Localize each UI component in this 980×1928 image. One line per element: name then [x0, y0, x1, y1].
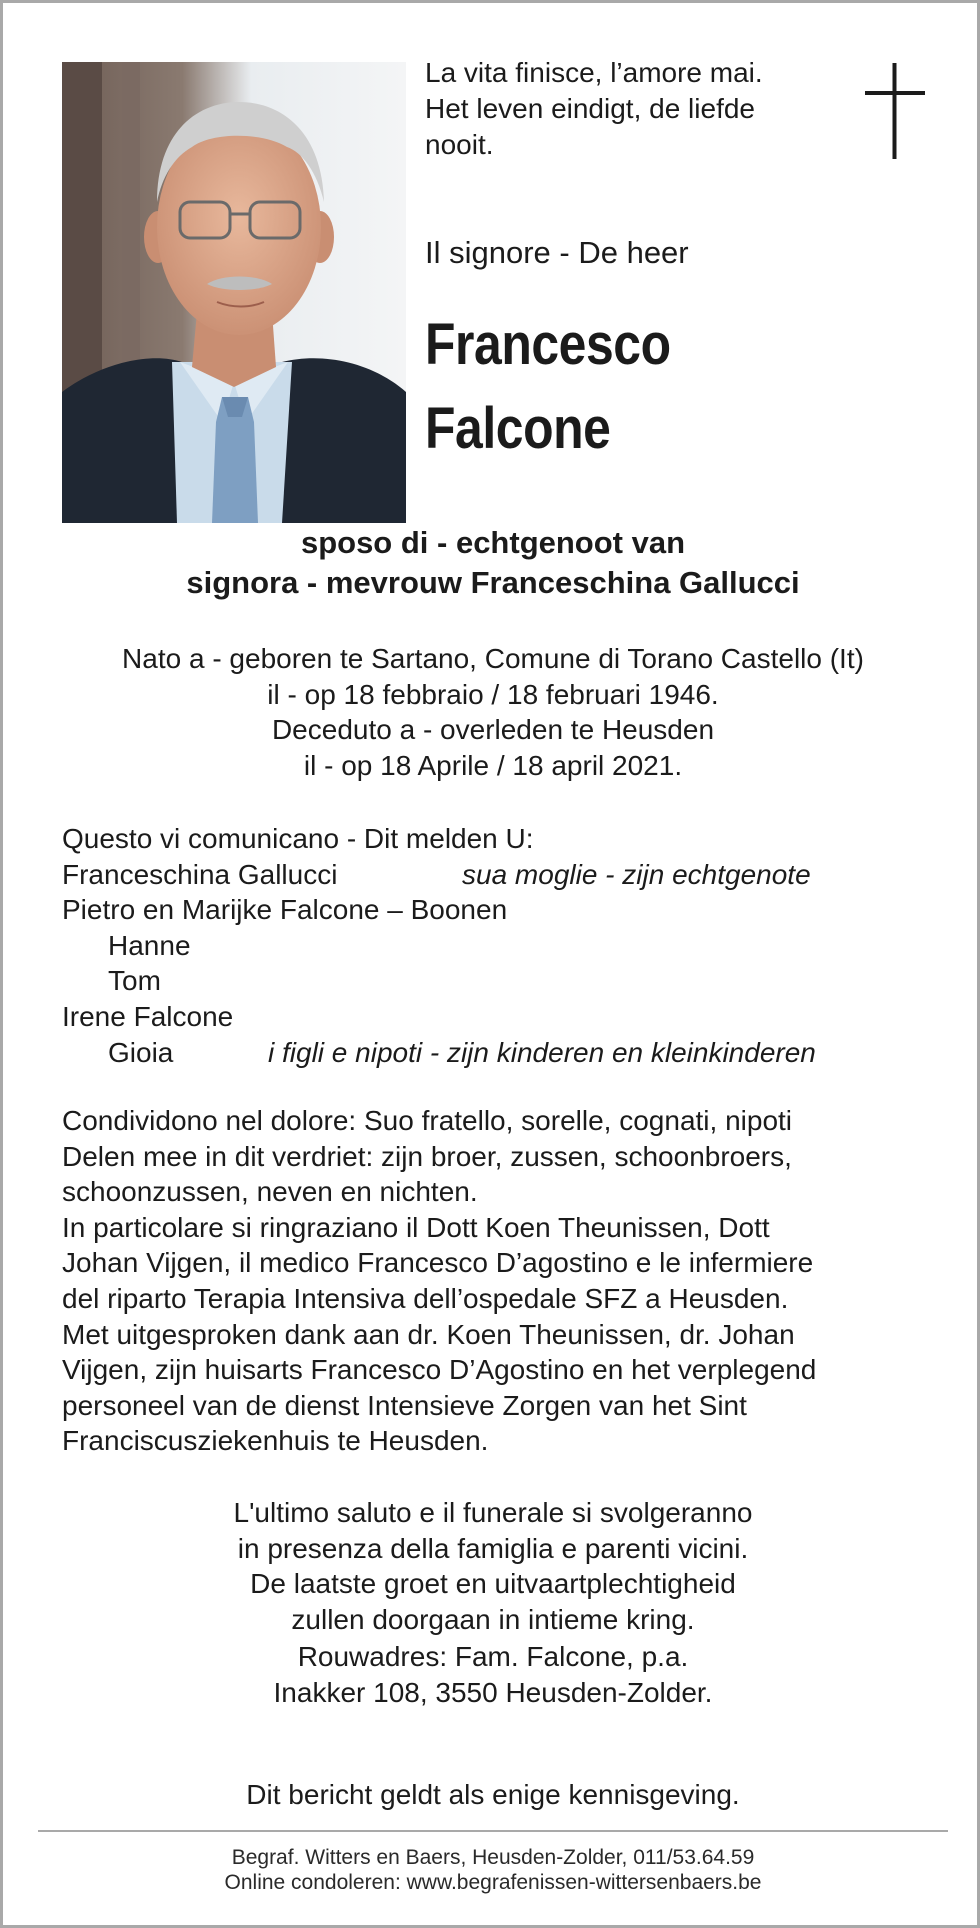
- motto: [425, 55, 825, 163]
- footer-divider: [38, 1830, 948, 1832]
- condolence-thanks-text: [62, 1103, 942, 1459]
- funeral-line: L'ultimo saluto e il funerale si svolgeranno: [233, 1497, 753, 1528]
- birth-place: Nato a - geboren te Sartano, Comune di Torano Castello (It): [122, 643, 864, 674]
- salutation: Il signore - De heer: [425, 235, 689, 270]
- body-line: del riparto Terapia Intensiva dell’ospedale SFZ a Heusden.: [62, 1282, 789, 1314]
- body-line: schoonzussen, neven en nichten.: [62, 1176, 478, 1208]
- body-line: Condividono nel dolore: Suo fratello, sorelle, cognati, nipoti: [62, 1105, 793, 1136]
- children-relation: i figli e nipoti - zijn kinderen en kleinkinderen: [268, 1036, 816, 1068]
- family-row-grandchild-last: [62, 1035, 942, 1071]
- motto-line: La vita finisce, l’amore mai.: [425, 57, 763, 88]
- spouse-info: [3, 523, 980, 603]
- wife-name: Franceschina Gallucci: [62, 858, 338, 890]
- body-line: Franciscusziekenhuis te Heusden.: [62, 1425, 489, 1457]
- family-row-child: Irene Falcone: [62, 1000, 234, 1032]
- latin-cross-icon: [865, 63, 925, 163]
- notice-text: Dit bericht geldt als enige kennisgeving.: [246, 1779, 740, 1810]
- wife-relation: sua moglie - zijn echtgenote: [462, 858, 811, 890]
- body-line: In particolare si ringraziano il Dott Koen Theunissen, Dott: [62, 1211, 770, 1243]
- family-list: [62, 821, 942, 1070]
- family-row-child: Pietro en Marijke Falcone – Boonen: [62, 894, 508, 926]
- address-line: Rouwadres: Fam. Falcone, p.a.: [297, 1641, 689, 1672]
- deceased-name: [425, 303, 671, 471]
- last-name: Falcone: [425, 396, 611, 461]
- family-intro: Questo vi comunicano - Dit melden U:: [62, 823, 534, 854]
- portrait-photo: [62, 62, 406, 523]
- spouse-line: signora - mevrouw Franceschina Gallucci: [186, 565, 800, 600]
- grandchild-name: Gioia: [108, 1036, 174, 1068]
- funeral-line: zullen doorgaan in intieme kring.: [291, 1603, 695, 1635]
- family-row-wife: [62, 857, 942, 893]
- address-line: Inakker 108, 3550 Heusden-Zolder.: [273, 1676, 713, 1708]
- mourning-address: [3, 1639, 980, 1710]
- body-line: Johan Vijgen, il medico Francesco D’agostino e le infermiere: [62, 1247, 814, 1279]
- online-condolence-line: Online condoleren: www.begrafenissen-wittersenbaers.be: [224, 1871, 762, 1894]
- funeral-home-line: Begraf. Witters en Baers, Heusden-Zolder, 011/53.64.59: [231, 1846, 755, 1869]
- funeral-line: De laatste groet en uitvaartplechtigheid: [250, 1568, 736, 1600]
- body-line: Vijgen, zijn huisarts Francesco D’Agostino en het verplegend: [62, 1354, 817, 1386]
- body-line: Delen mee in dit verdriet: zijn broer, zussen, schoonbroers,: [62, 1140, 792, 1172]
- family-row-grandchild: Hanne: [108, 929, 191, 961]
- birth-date: il - op 18 febbraio / 18 februari 1946.: [267, 678, 719, 710]
- footer: [3, 1845, 980, 1895]
- motto-line: Het leven eindigt, de liefde: [425, 93, 755, 124]
- spouse-line: sposo di - echtgenoot van: [300, 525, 686, 560]
- body-line: personeel van de dienst Intensieve Zorgen van het Sint: [62, 1389, 747, 1421]
- first-name: Francesco: [425, 312, 671, 377]
- birth-death-info: [3, 641, 980, 783]
- family-row-grandchild: Tom: [108, 965, 161, 997]
- death-place: Deceduto a - overleden te Heusden: [271, 714, 715, 745]
- funeral-info: [3, 1495, 980, 1637]
- motto-line: nooit.: [425, 129, 494, 160]
- death-date: il - op 18 Aprile / 18 april 2021.: [303, 749, 683, 781]
- body-line: Met uitgesproken dank aan dr. Koen Theunissen, dr. Johan: [62, 1318, 795, 1350]
- funeral-line: in presenza della famiglia e parenti vicini.: [237, 1532, 749, 1564]
